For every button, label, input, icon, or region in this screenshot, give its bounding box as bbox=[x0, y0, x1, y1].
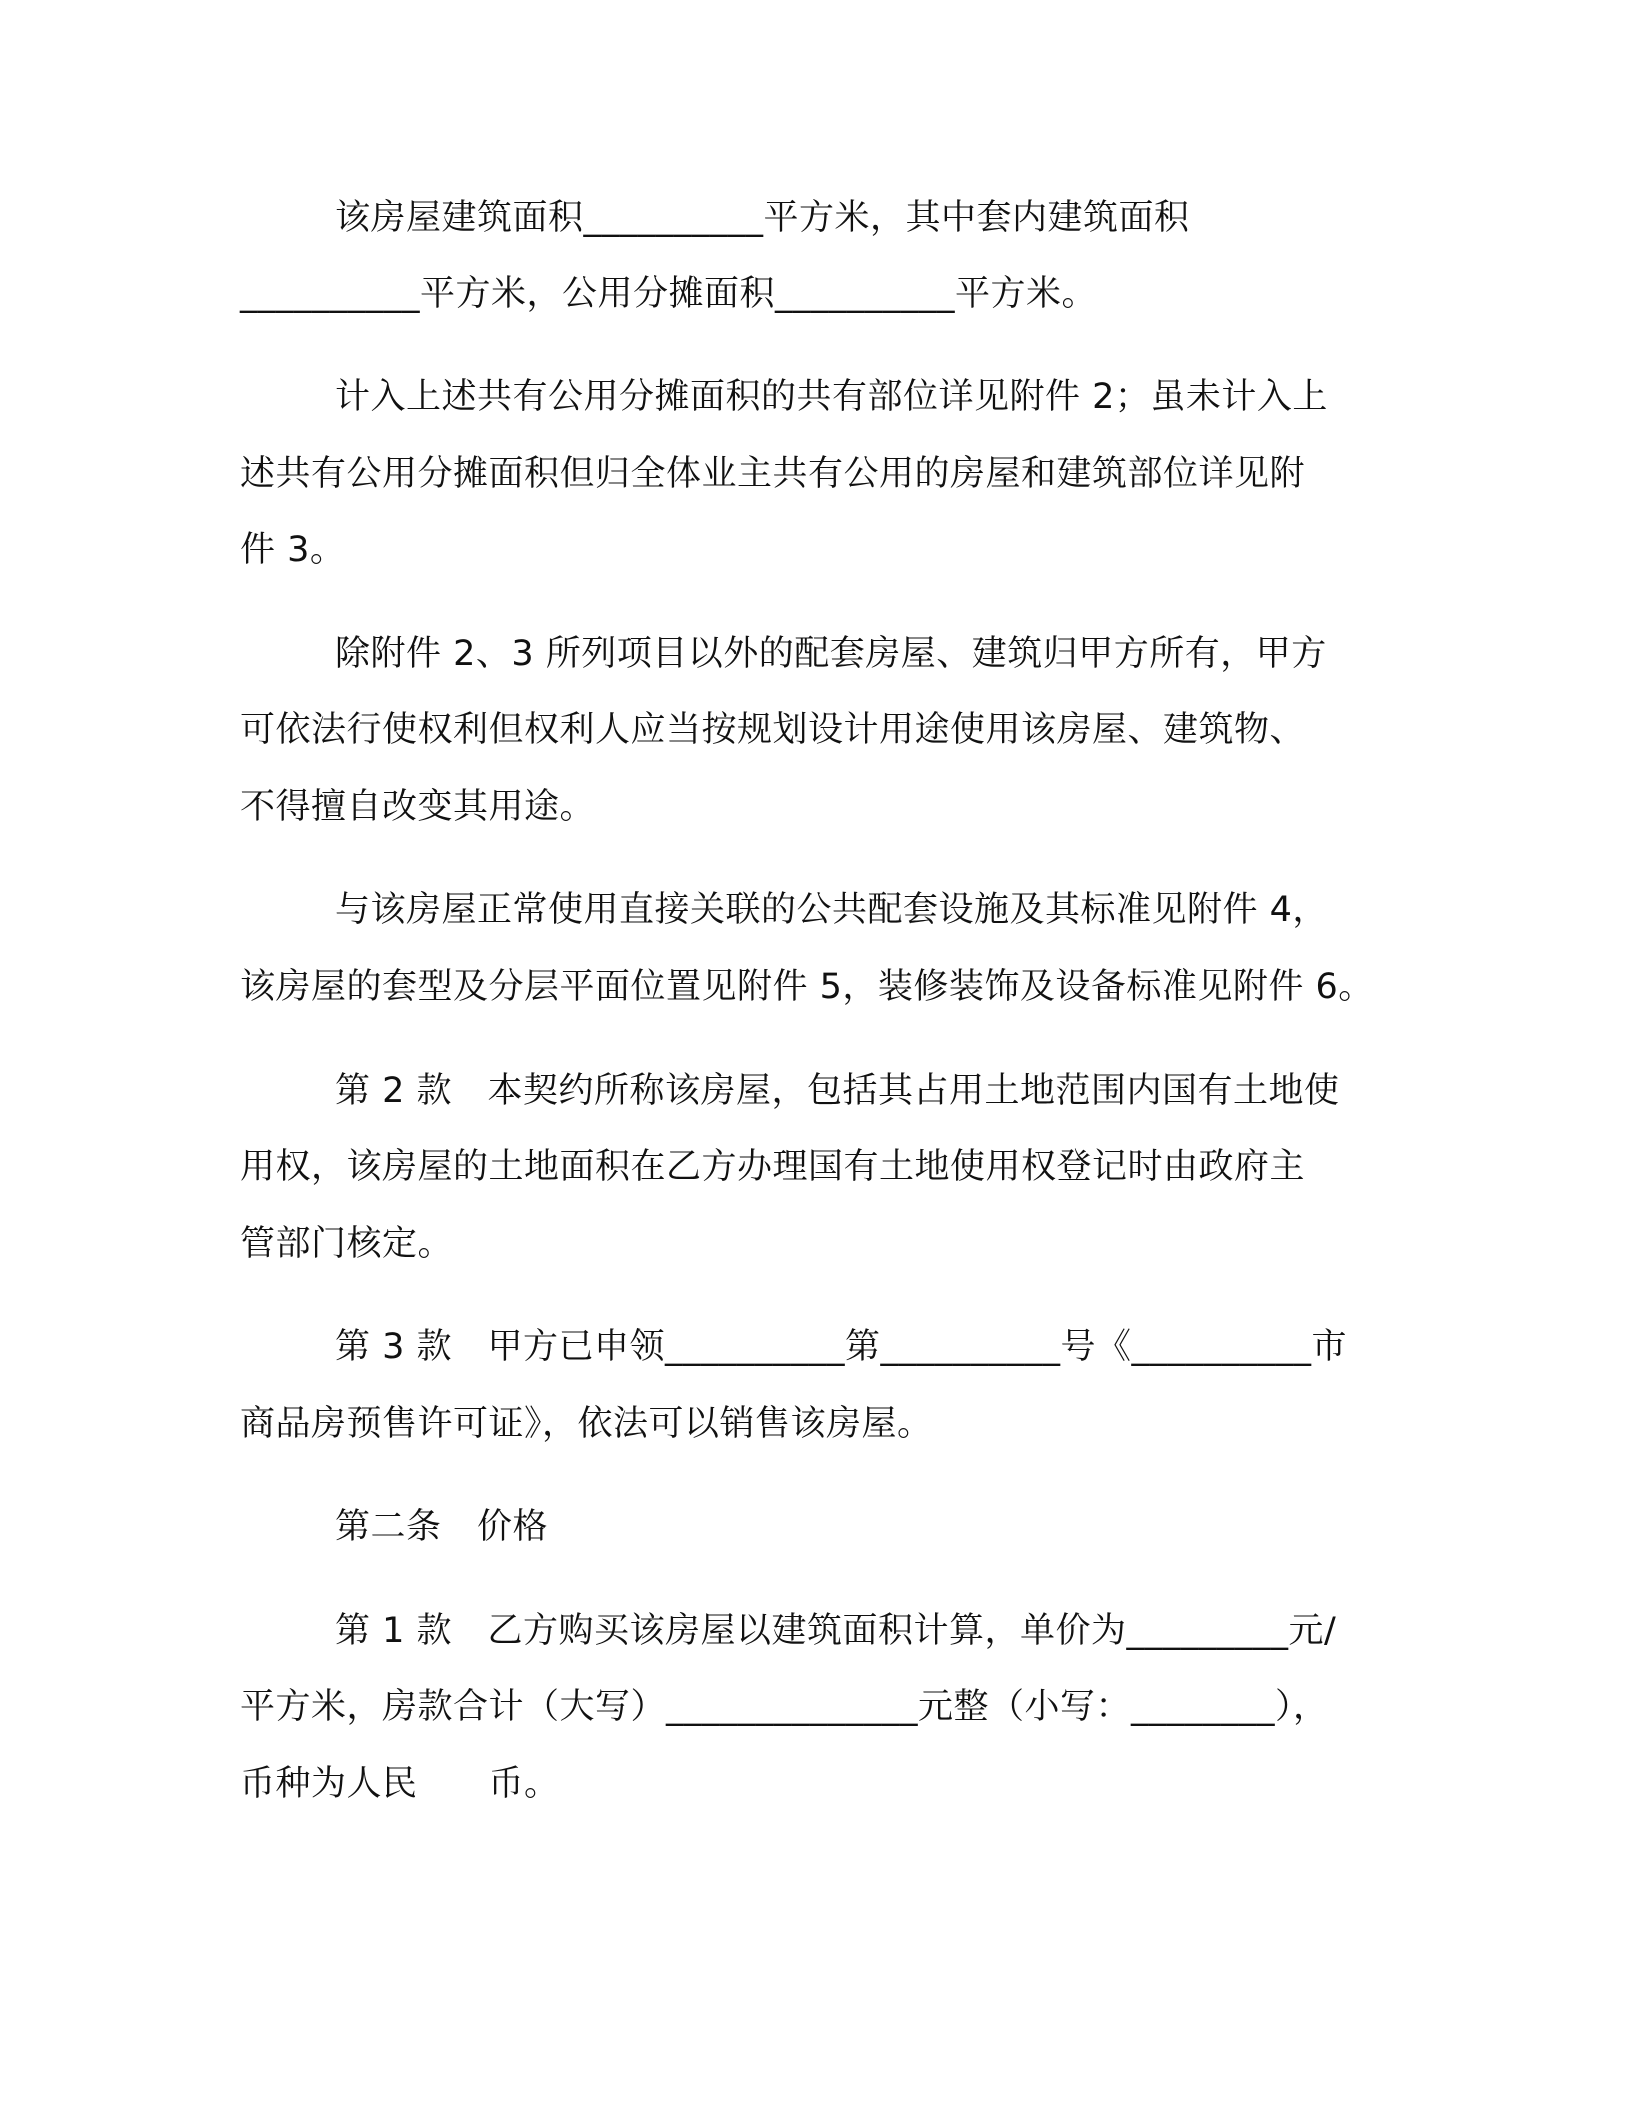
paragraph-3-line-3: 不得擅自改变其用途。 bbox=[240, 787, 596, 827]
paragraph-1-line-2: __________平方米，公用分摊面积__________平方米。 bbox=[240, 274, 1098, 314]
paragraph-8-line-1: 第 1 款 乙方购买该房屋以建筑面积计算，单价为_________元/ bbox=[335, 1611, 1337, 1651]
paragraph-4-line-2: 该房屋的套型及分层平面位置见附件 5，装修装饰及设备标准见附件 6。 bbox=[240, 967, 1374, 1007]
paragraph-2-line-2: 述共有公用分摊面积但归全体业主共有公用的房屋和建筑部位详见附 bbox=[240, 454, 1306, 494]
section-heading-price: 第二条 价格 bbox=[335, 1507, 549, 1547]
paragraph-5-line-3: 管部门核定。 bbox=[240, 1224, 454, 1264]
paragraph-5-line-1: 第 2 款 本契约所称该房屋，包括其占用土地范围内国有土地使 bbox=[335, 1071, 1340, 1111]
paragraph-5-line-2: 用权，该房屋的土地面积在乙方办理国有土地使用权登记时由政府主 bbox=[240, 1147, 1306, 1187]
paragraph-3-line-1: 除附件 2、3 所列项目以外的配套房屋、建筑归甲方所有，甲方 bbox=[335, 634, 1327, 674]
paragraph-8-line-2: 平方米，房款合计（大写）______________元整（小写：________）， bbox=[240, 1687, 1329, 1727]
paragraph-4-line-1: 与该房屋正常使用直接关联的公共配套设施及其标准见附件 4， bbox=[335, 890, 1328, 930]
paragraph-6-line-2: 商品房预售许可证》，依法可以销售该房屋。 bbox=[240, 1404, 933, 1444]
paragraph-8-line-3: 币种为人民 币。 bbox=[240, 1764, 560, 1804]
paragraph-6-line-1: 第 3 款 甲方已申领__________第__________号《__________市 bbox=[335, 1327, 1348, 1367]
paragraph-3-line-2: 可依法行使权利但权利人应当按规划设计用途使用该房屋、建筑物、 bbox=[240, 710, 1306, 750]
paragraph-2-line-3: 件 3。 bbox=[240, 530, 346, 570]
paragraph-2-line-1: 计入上述共有公用分摊面积的共有部位详见附件 2；虽未计入上 bbox=[335, 377, 1328, 417]
paragraph-1-line-1: 该房屋建筑面积__________平方米，其中套内建筑面积 bbox=[335, 198, 1190, 238]
